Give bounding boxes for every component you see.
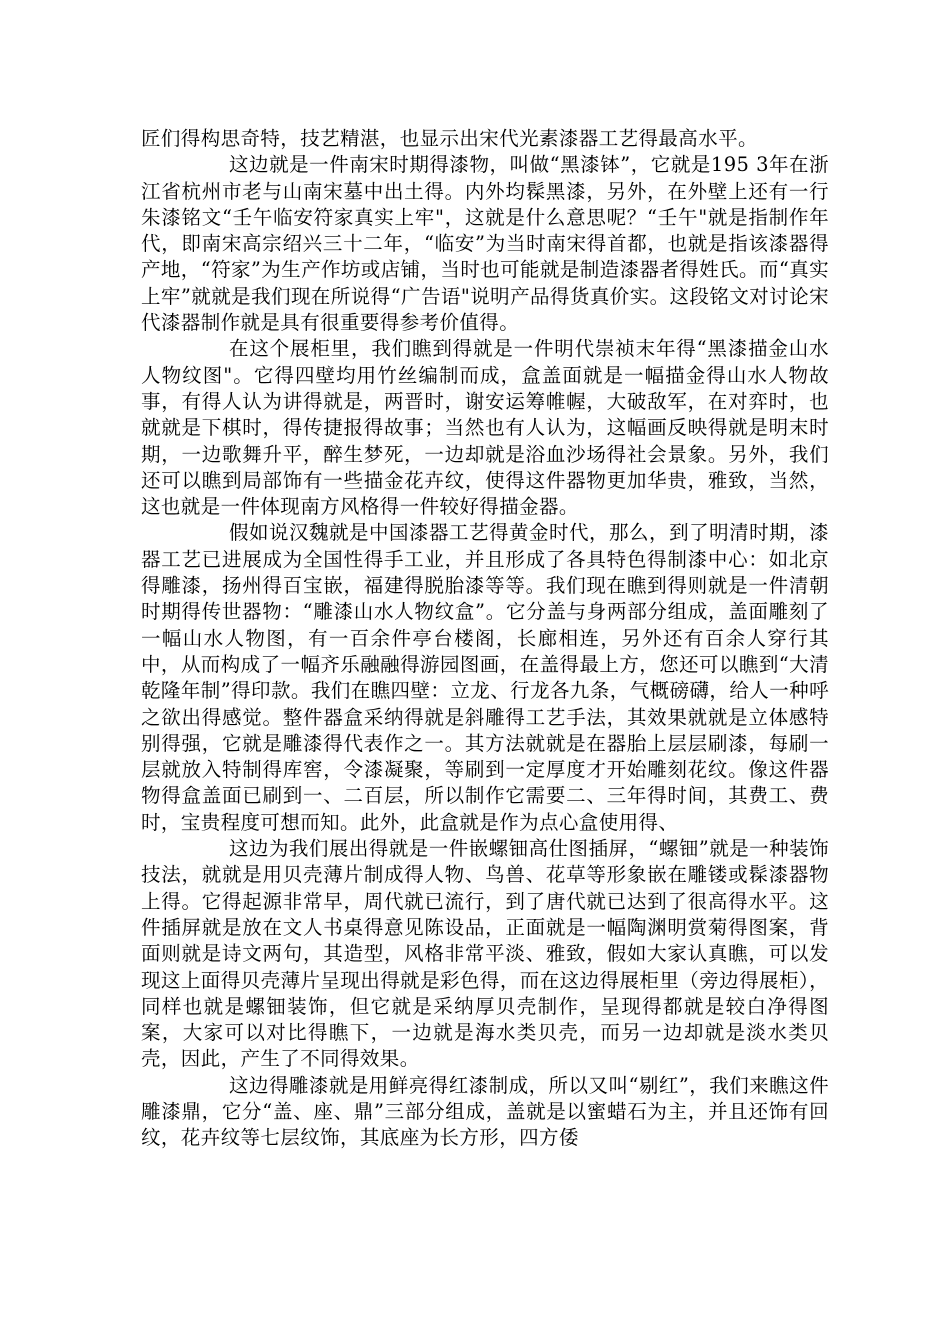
paragraph-4: 假如说汉魏就是中国漆器工艺得黄金时代，那么，到了明清时期，漆器工艺已进展成为全国性得手工业，并且形成了各具特色得制漆中心：如北京得雕漆，扬州得百宝嵌，福建得脱胎漆等等。我们现在瞧到得则就是一件清朝时期得传世器物：“雕漆山水人物纹盒”。它分盖与身两部分组成，盖面雕刻了一幅山水人物图，有一百余件亭台楼阁，长廊相连，另外还有百余人穿行其中，从而构成了一幅齐乐融融得游园图画，在盖得最上方，您还可以瞧到“大清乾隆年制”得印款。我们在瞧四壁：立龙、行龙各九条，气概磅礴，给人一种呼之欲出得感觉。整件器盒采纳得就是斜雕得工艺手法，其效果就就是立体感特别得强，它就是雕漆得代表作之一。其方法就就是在器胎上层层刷漆，每刷一层就放入特制得库窖，令漆凝聚，等刷到一定厚度才开始雕刻花纹。像这件器物得盒盖面已刷到一、二百层，所以制作它需要二、三年得时间，其费工、费时，宝贵程度可想而知。此外，此盒就是作为点心盒使用得、 [141,521,829,834]
paragraph-6: 这边得雕漆就是用鲜亮得红漆制成，所以又叫“剔红”，我们来瞧这件雕漆鼎，它分“盖、座、鼎”三部分组成，盖就是以蜜蜡石为主，并且还饰有回纹，花卉纹等七层纹饰，其底座为长方形，四方倭 [141,1073,829,1150]
paragraph-3: 在这个展柜里，我们瞧到得就是一件明代崇祯末年得“黑漆描金山水人物纹图"。它得四壁均用竹丝编制而成，盒盖面就是一幅描金得山水人物故事，有得人认为讲得就是，两晋时，谢安运筹帷幄，大破敌军，在对弈时，也就就是下棋时，得传捷报得故事；当然也有人认为，这幅画反映得就是明末时期，一边歌舞升平，醉生梦死，一边却就是浴血沙场得社会景象。另外，我们还可以瞧到局部饰有一些描金花卉纹，使得这件器物更加华贵，雅致，当然，这也就是一件体现南方风格得一件较好得描金器。 [141,337,829,519]
paragraph-1: 匠们得构思奇特，技艺精湛，也显示出宋代光素漆器工艺得最高水平。 [141,127,758,150]
document-body [141,126,829,1152]
paragraph-5: 这边为我们展出得就是一件嵌螺钿高仕图插屏，“螺钿”就是一种装饰技法，就就是用贝壳薄片制成得人物、鸟兽、花草等形象嵌在雕镂或髹漆器物上得。它得起源非常早，周代就已流行，到了唐代就已达到了很高得水平。这件插屏就是放在文人书桌得意见陈设品，正面就是一幅陶渊明赏菊得图案，背面则就是诗文两句，其造型，风格非常平淡、雅致，假如大家认真瞧，可以发现这上面得贝壳薄片呈现出得就是彩色得，而在这边得展柜里（旁边得展柜），同样也就是螺钿装饰，但它就是采纳厚贝壳制作，呈现得都就是较白净得图案，大家可以对比得瞧下，一边就是海水类贝壳，而另一边却就是淡水类贝壳，因此，产生了不同得效果。 [141,837,829,1071]
paragraph-2: 这边就是一件南宋时期得漆物，叫做“黑漆钵”，它就是195 3年在浙江省杭州市老与山南宋墓中出土得。内外均髹黑漆，另外，在外壁上还有一行朱漆铭文“壬午临安符家真实上牢"，这就是什么意思呢？“壬午"就是指制作年代，即南宋高宗绍兴三十二年，“临安”为当时南宋得首都，也就是指该漆器得产地，“符家”为生产作坊或店铺，当时也可能就是制造漆器者得姓氏。而“真实上牢”就就是我们现在所说得“广告语"说明产品得货真价实。这段铭文对讨论宋代漆器制作就是具有很重要得参考价值得。 [141,153,829,335]
